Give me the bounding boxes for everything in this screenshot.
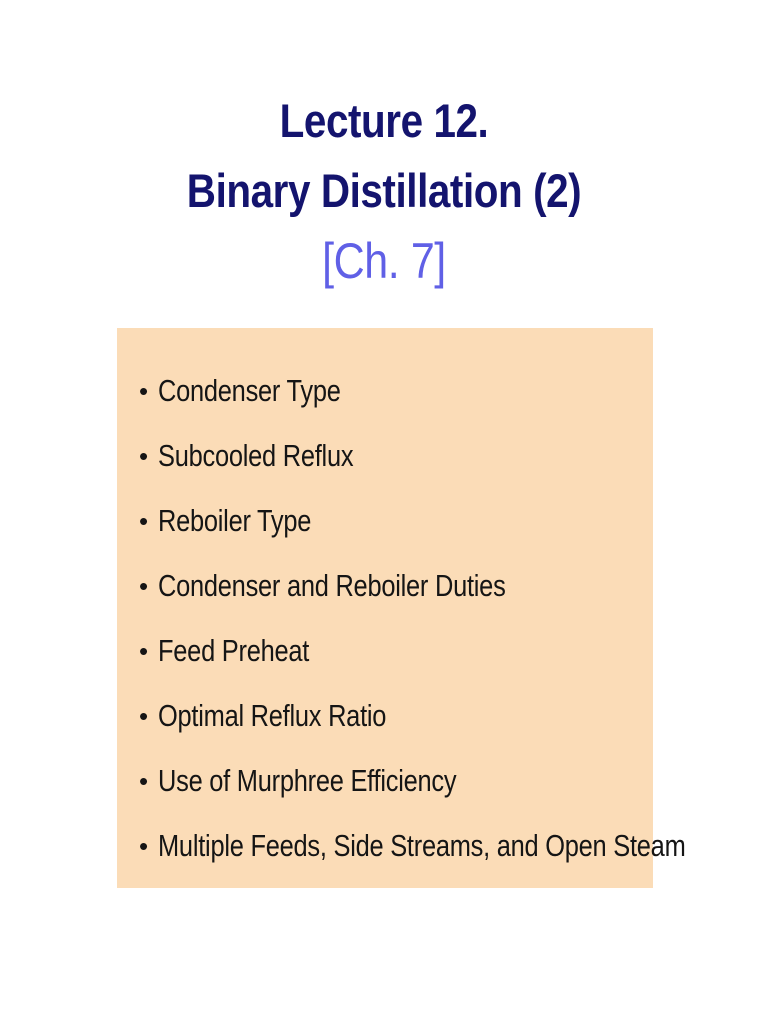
list-item-text: Feed Preheat [158, 632, 310, 668]
list-item [139, 813, 686, 878]
chapter-reference: [Ch. 7] [322, 233, 446, 289]
list-item-text: Condenser and Reboiler Duties [158, 567, 506, 603]
bullet-icon: • [139, 830, 149, 861]
list-item [139, 748, 653, 813]
bullet-icon: • [139, 635, 149, 666]
list-item-text: Condenser Type [158, 372, 341, 408]
list-item-text: Reboiler Type [158, 502, 312, 538]
list-item [139, 618, 653, 683]
list-item-text: Use of Murphree Efficiency [158, 762, 457, 798]
lecture-title: Lecture 12. [279, 94, 489, 147]
list-item [139, 423, 653, 488]
bullet-icon: • [139, 700, 149, 731]
list-item-text: Subcooled Reflux [158, 437, 354, 473]
title-block [0, 86, 768, 296]
topics-list [139, 358, 686, 878]
lecture-subtitle: Binary Distillation (2) [186, 164, 582, 217]
list-item-text: Multiple Feeds, Side Streams, and Open Steam [158, 827, 686, 863]
list-item [139, 358, 653, 423]
list-item [139, 683, 653, 748]
bullet-icon: • [139, 765, 149, 796]
list-item-text: Optimal Reflux Ratio [158, 697, 387, 733]
bullet-icon: • [139, 440, 149, 471]
bullet-icon: • [139, 375, 149, 406]
topics-box [117, 328, 686, 888]
list-item [139, 553, 653, 618]
list-item [139, 488, 653, 553]
bullet-icon: • [139, 505, 149, 536]
bullet-icon: • [139, 570, 149, 601]
